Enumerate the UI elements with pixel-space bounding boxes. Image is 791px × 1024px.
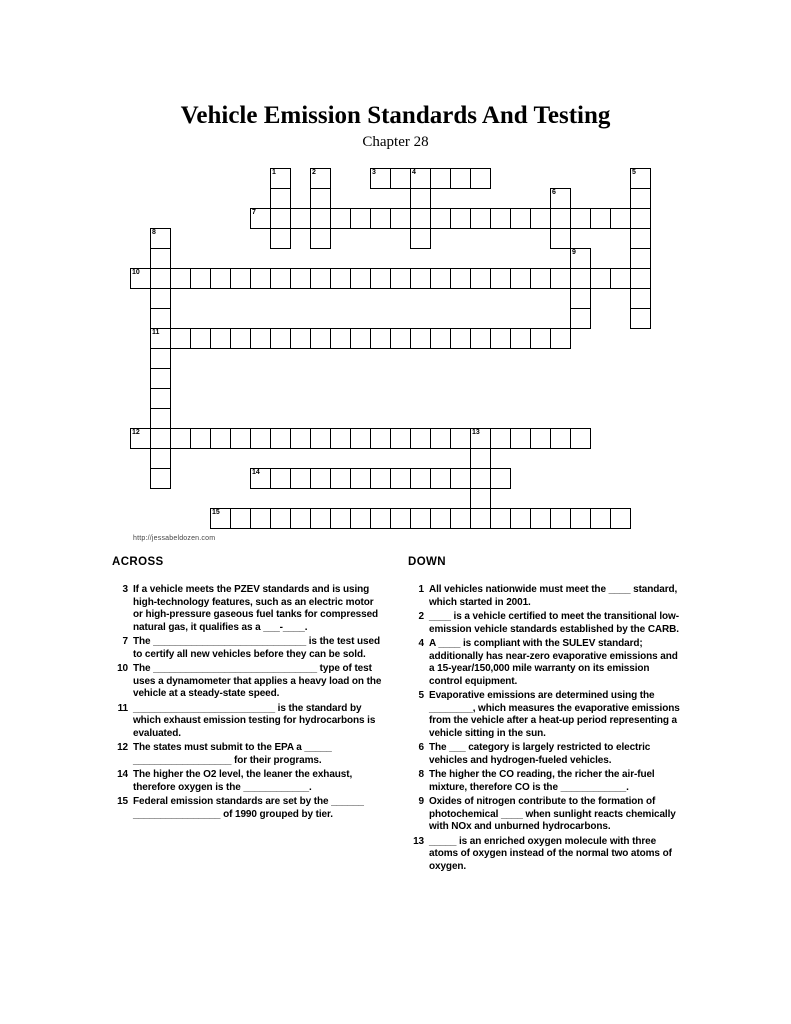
grid-cell	[290, 468, 311, 489]
grid-cell	[170, 428, 191, 449]
grid-cell	[230, 328, 251, 349]
grid-cell	[550, 208, 571, 229]
grid-cell	[490, 268, 511, 289]
grid-cell	[470, 468, 491, 489]
clue-text: All vehicles nationwide must meet the ____ standard, which started in 2001.	[429, 584, 678, 608]
grid-cell	[130, 428, 151, 449]
grid-cell	[530, 508, 551, 529]
grid-cell	[150, 428, 171, 449]
grid-cell	[510, 208, 531, 229]
grid-cell	[390, 468, 411, 489]
cell-number: 2	[312, 169, 316, 176]
cell-number: 15	[212, 509, 220, 516]
grid-cell	[390, 208, 411, 229]
grid-cell	[290, 208, 311, 229]
cell-number: 9	[572, 249, 576, 256]
grid-cell	[310, 468, 331, 489]
clue-number: 8	[418, 769, 424, 780]
across-clue-7	[112, 636, 384, 661]
grid-cell	[310, 268, 331, 289]
grid-cell	[330, 268, 351, 289]
clue-number: 6	[418, 742, 424, 753]
across-clue-15	[112, 796, 384, 821]
grid-cell	[230, 268, 251, 289]
grid-cell	[430, 428, 451, 449]
grid-cell	[410, 168, 431, 189]
clue-text: _____ is an enriched oxygen molecule with three atoms of oxygen instead of the normal two atoms of oxygen.	[429, 835, 672, 872]
grid-cell	[590, 508, 611, 529]
grid-cell	[350, 508, 371, 529]
grid-cell	[350, 428, 371, 449]
grid-cell	[190, 428, 211, 449]
down-clue-5	[408, 690, 680, 740]
grid-cell	[330, 468, 351, 489]
grid-cell	[570, 248, 591, 269]
clue-number: 3	[122, 584, 128, 595]
grid-cell	[290, 428, 311, 449]
grid-cell	[470, 448, 491, 469]
grid-cell	[290, 268, 311, 289]
grid-cell	[410, 508, 431, 529]
grid-cell	[150, 288, 171, 309]
grid-cell	[210, 508, 231, 529]
grid-cell	[450, 168, 471, 189]
grid-cell	[630, 188, 651, 209]
grid-cell	[390, 268, 411, 289]
grid-cell	[150, 408, 171, 429]
grid-cell	[190, 328, 211, 349]
across-section	[112, 556, 384, 823]
down-clue-9	[408, 796, 680, 834]
grid-cell	[370, 468, 391, 489]
grid-cell	[550, 428, 571, 449]
grid-cell	[150, 268, 171, 289]
grid-cell	[350, 468, 371, 489]
grid-cell	[350, 208, 371, 229]
clue-text: The ______________________________ type of test uses a dynamometer that applies a heavy load on the vehicle at a steady-state speed.	[133, 663, 382, 699]
grid-cell	[150, 348, 171, 369]
grid-cell	[630, 308, 651, 329]
grid-cell	[630, 288, 651, 309]
grid-cell	[510, 328, 531, 349]
clue-text: The states must submit to the EPA a _____ __________________ for their programs.	[133, 742, 332, 766]
grid-cell	[630, 208, 651, 229]
cell-number: 7	[252, 209, 256, 216]
down-clue-2	[408, 611, 680, 636]
down-clue-8	[408, 769, 680, 794]
grid-cell	[430, 508, 451, 529]
down-clue-4	[408, 638, 680, 688]
grid-cell	[150, 228, 171, 249]
grid-cell	[630, 228, 651, 249]
grid-cell	[450, 428, 471, 449]
grid-cell	[210, 328, 231, 349]
grid-cell	[470, 428, 491, 449]
grid-cell	[150, 468, 171, 489]
grid-cell	[150, 328, 171, 349]
grid-cell	[130, 268, 151, 289]
grid-cell	[170, 268, 191, 289]
clue-text: Oxides of nitrogen contribute to the formation of photochemical ____ when sunlight reacts chemically with NOx and unburned hydrocarbons.	[429, 796, 676, 832]
source-url: http://jessabeldozen.com	[133, 535, 216, 542]
grid-cell	[550, 268, 571, 289]
cell-number: 13	[472, 429, 480, 436]
cell-number: 8	[152, 229, 156, 236]
grid-cell	[570, 308, 591, 329]
grid-cell	[550, 328, 571, 349]
grid-cell	[330, 428, 351, 449]
grid-cell	[510, 508, 531, 529]
grid-cell	[150, 448, 171, 469]
grid-cell	[250, 208, 271, 229]
grid-cell	[590, 208, 611, 229]
grid-cell	[390, 168, 411, 189]
across-clue-3	[112, 584, 384, 634]
grid-cell	[490, 428, 511, 449]
grid-cell	[450, 268, 471, 289]
grid-cell	[530, 428, 551, 449]
grid-cell	[330, 508, 351, 529]
grid-cell	[250, 468, 271, 489]
grid-cell	[230, 508, 251, 529]
grid-cell	[290, 508, 311, 529]
clue-text: If a vehicle meets the PZEV standards and is using high-technology features, such as an electric motor or high-pressure gaseous fuel tanks for compressed natural gas, it qualifies as a ___-____.	[133, 584, 379, 633]
grid-cell	[330, 208, 351, 229]
down-clue-13	[408, 836, 680, 874]
grid-cell	[450, 508, 471, 529]
grid-cell	[150, 368, 171, 389]
grid-cell	[370, 428, 391, 449]
clue-text: The higher the CO reading, the richer the air-fuel mixture, therefore CO is the ____________.	[429, 769, 655, 793]
cell-number: 10	[132, 269, 140, 276]
grid-cell	[470, 508, 491, 529]
across-clue-12	[112, 742, 384, 767]
grid-cell	[150, 248, 171, 269]
grid-cell	[590, 268, 611, 289]
cell-number: 12	[132, 429, 140, 436]
across-heading: ACROSS	[112, 556, 164, 568]
grid-cell	[550, 228, 571, 249]
grid-cell	[350, 268, 371, 289]
grid-cell	[490, 208, 511, 229]
grid-cell	[330, 328, 351, 349]
grid-cell	[550, 508, 571, 529]
clue-number: 5	[418, 690, 424, 701]
clue-number: 11	[117, 702, 128, 714]
clue-text: Evaporative emissions are determined using the ________, which measures the evaporative emissions from the vehicle after a heat-up period representing a vehicle sitting in the sun.	[429, 690, 680, 739]
grid-cell	[450, 468, 471, 489]
grid-cell	[270, 228, 291, 249]
grid-cell	[150, 388, 171, 409]
grid-cell	[570, 288, 591, 309]
grid-cell	[310, 188, 331, 209]
grid-cell	[430, 268, 451, 289]
grid-cell	[510, 428, 531, 449]
grid-cell	[410, 208, 431, 229]
across-clue-list	[112, 584, 384, 821]
grid-cell	[450, 208, 471, 229]
across-clue-10	[112, 663, 384, 701]
clue-number: 7	[122, 636, 128, 647]
grid-cell	[410, 188, 431, 209]
grid-cell	[370, 168, 391, 189]
crossword-grid	[130, 168, 651, 529]
grid-cell	[270, 168, 291, 189]
cell-number: 3	[372, 169, 376, 176]
grid-cell	[290, 328, 311, 349]
grid-cell	[310, 228, 331, 249]
grid-cell	[410, 228, 431, 249]
grid-cell	[630, 248, 651, 269]
grid-cell	[250, 428, 271, 449]
grid-cell	[250, 508, 271, 529]
grid-cell	[510, 268, 531, 289]
page-subtitle: Chapter 28	[362, 134, 429, 150]
grid-cell	[390, 428, 411, 449]
cell-number: 1	[272, 169, 276, 176]
grid-cell	[630, 168, 651, 189]
grid-cell	[370, 508, 391, 529]
grid-cell	[470, 268, 491, 289]
grid-cell	[430, 328, 451, 349]
grid-cell	[150, 308, 171, 329]
grid-cell	[530, 268, 551, 289]
cell-number: 6	[552, 189, 556, 196]
cell-number: 11	[152, 329, 160, 336]
grid-cell	[350, 328, 371, 349]
clue-number: 14	[117, 769, 128, 780]
down-clue-6	[408, 742, 680, 767]
grid-cell	[610, 208, 631, 229]
grid-cell	[570, 268, 591, 289]
down-clue-list	[408, 584, 680, 873]
grid-cell	[410, 468, 431, 489]
grid-cell	[570, 208, 591, 229]
clue-number: 15	[117, 796, 128, 807]
down-clue-1	[408, 584, 680, 609]
grid-cell	[610, 508, 631, 529]
grid-cell	[250, 328, 271, 349]
across-clue-11	[112, 703, 384, 741]
grid-cell	[370, 268, 391, 289]
clue-number: 10	[117, 663, 128, 674]
clue-number: 2	[418, 611, 424, 622]
grid-cell	[610, 268, 631, 289]
grid-cell	[390, 508, 411, 529]
grid-cell	[210, 428, 231, 449]
clue-number: 4	[418, 638, 424, 649]
grid-cell	[550, 188, 571, 209]
clue-number: 13	[413, 835, 424, 847]
clue-text: ____ is a vehicle certified to meet the transitional low-emission vehicle standards established by the CARB.	[429, 611, 679, 635]
grid-cell	[530, 208, 551, 229]
grid-cell	[490, 508, 511, 529]
cell-number: 14	[252, 469, 260, 476]
cell-number: 4	[412, 169, 416, 176]
clue-text: Federal emission standards are set by the ______ ________________ of 1990 grouped by tier.	[133, 796, 364, 820]
grid-cell	[410, 268, 431, 289]
grid-cell	[630, 268, 651, 289]
grid-cell	[270, 468, 291, 489]
grid-cell	[270, 508, 291, 529]
grid-cell	[370, 208, 391, 229]
grid-cell	[430, 208, 451, 229]
grid-cell	[470, 328, 491, 349]
down-section	[408, 556, 680, 875]
grid-cell	[310, 428, 331, 449]
grid-cell	[470, 488, 491, 509]
clue-text: A ____ is compliant with the SULEV standard; additionally has near-zero evaporative emissions and a 15-year/150,000 mile warranty on its emission control equipment.	[429, 638, 678, 687]
down-heading: DOWN	[408, 556, 447, 568]
grid-cell	[270, 268, 291, 289]
grid-cell	[570, 428, 591, 449]
grid-cell	[210, 268, 231, 289]
cell-number: 5	[632, 169, 636, 176]
grid-cell	[310, 328, 331, 349]
grid-cell	[570, 508, 591, 529]
across-clue-14	[112, 769, 384, 794]
clue-number: 9	[418, 796, 424, 807]
grid-cell	[410, 328, 431, 349]
grid-cell	[310, 508, 331, 529]
clue-number: 1	[418, 584, 424, 595]
grid-cell	[270, 188, 291, 209]
grid-cell	[310, 168, 331, 189]
clue-number: 12	[117, 742, 128, 753]
grid-cell	[430, 168, 451, 189]
page-title: Vehicle Emission Standards And Testing	[180, 102, 611, 129]
grid-cell	[190, 268, 211, 289]
clue-text: The ___ category is largely restricted to electric vehicles and hydrogen-fueled vehicles.	[429, 742, 651, 766]
grid-cell	[230, 428, 251, 449]
grid-cell	[270, 328, 291, 349]
grid-cell	[430, 468, 451, 489]
grid-cell	[390, 328, 411, 349]
clue-text: __________________________ is the standard by which exhaust emission testing for hydrocarbons is evaluated.	[133, 702, 376, 739]
grid-cell	[370, 328, 391, 349]
grid-cell	[410, 428, 431, 449]
grid-cell	[170, 328, 191, 349]
grid-cell	[470, 168, 491, 189]
grid-cell	[250, 268, 271, 289]
grid-cell	[470, 208, 491, 229]
grid-cell	[490, 468, 511, 489]
clue-text: The ____________________________ is the test used to certify all new vehicles before they can be sold.	[133, 636, 380, 660]
grid-cell	[270, 208, 291, 229]
grid-cell	[490, 328, 511, 349]
clue-text: The higher the O2 level, the leaner the exhaust, therefore oxygen is the ____________.	[133, 769, 353, 793]
grid-cell	[270, 428, 291, 449]
grid-cell	[450, 328, 471, 349]
grid-cell	[310, 208, 331, 229]
grid-cell	[530, 328, 551, 349]
